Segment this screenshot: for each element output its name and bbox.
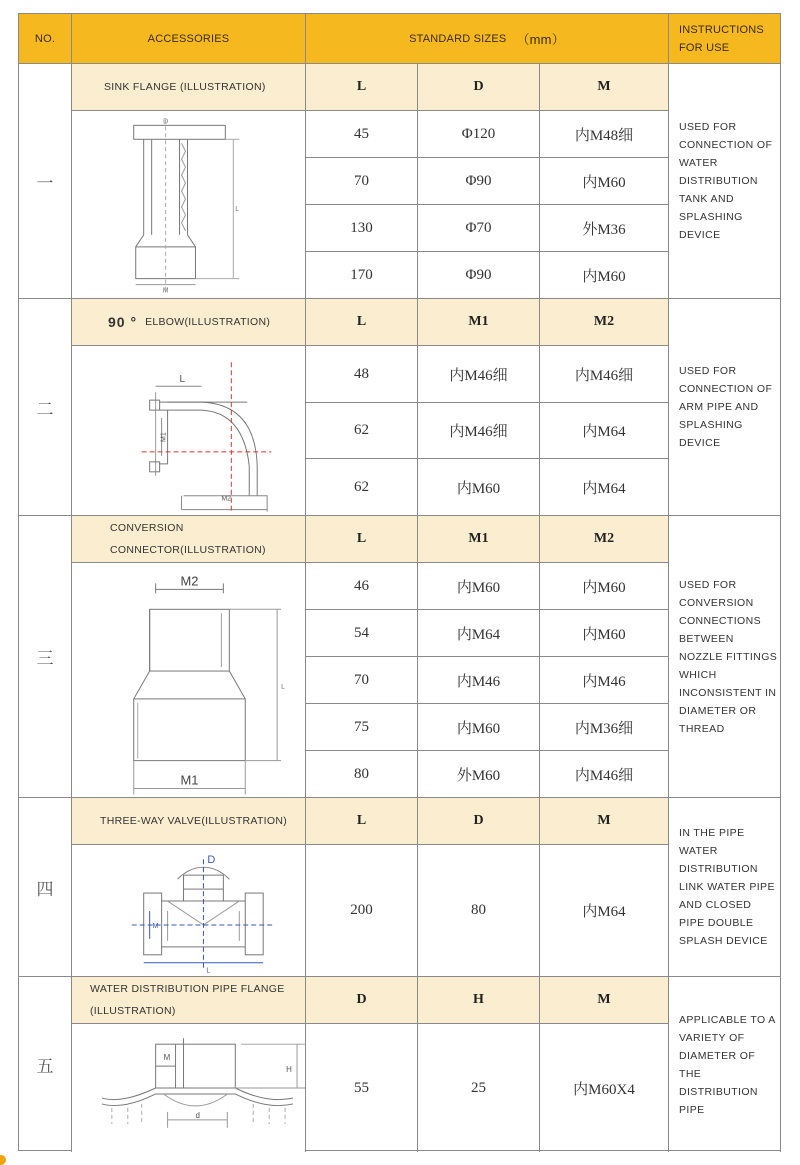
section-1-row-3-m: 外M36 [540,205,669,252]
sink-flange-drawing [72,111,305,299]
sink-label-m: M [162,287,169,295]
section-5-row-1-h: 25 [418,1024,540,1152]
section-1-row-4-m: 内M60 [540,252,669,299]
section-2-row-2-m2: 内M64 [540,403,669,459]
section-3-col-m2: M2 [540,516,669,563]
section-3-row-3-m1: 内M46 [418,657,540,704]
section-4-number: 四 [19,798,72,977]
section-3-number: 三 [19,516,72,798]
section-1-row-1-m: 内M48细 [540,111,669,158]
header-sizes-unit: （mm） [516,32,565,47]
decorative-dot [0,1155,6,1165]
connector-label-l: L [281,683,285,691]
section-2-row-1-m2: 内M46细 [540,346,669,403]
section-4-row-1-m: 内M64 [540,845,669,977]
section-1-col-d: D [418,64,540,111]
section-2-title [72,299,306,346]
section-3-col-m1: M1 [418,516,540,563]
section-2-title-angle: 90 ° [108,314,138,330]
elbow-label-m2: M2 [221,495,232,503]
elbow-label-m1: M1 [160,431,168,442]
section-3-row-5-m2: 内M46细 [540,751,669,798]
section-1-row-4-d: Φ90 [418,252,540,299]
section-1-row-3-d: Φ70 [418,205,540,252]
conversion-connector-drawing [72,563,305,798]
section-1-row-1-l: 45 [306,111,418,158]
spec-table [18,13,781,1151]
section-3-row-2-m1: 内M64 [418,610,540,657]
section-1-row-2-l: 70 [306,158,418,205]
section-3-row-1-l: 46 [306,563,418,610]
flange-label-m: M [163,1053,171,1063]
header-accessories [72,14,306,64]
valve-label-d: D [207,853,216,866]
section-3-row-4-m1: 内M60 [418,704,540,751]
section-1-number: 一 [19,64,72,299]
section-1-title: SINK FLANGE (ILLUSTRATION) [72,64,306,111]
header-instructions-label: INSTRUCTIONS FOR USE [679,23,764,54]
header-standard-sizes [306,14,669,64]
section-2-number: 二 [19,299,72,516]
section-3-title: CONVERSION CONNECTOR(ILLUSTRATION) [72,516,306,563]
elbow-label-l: L [179,373,186,385]
section-3-col-l: L [306,516,418,563]
section-1-instructions: USED FOR CONNECTION OF WATER DISTRIBUTION TANK AND SPLASHING DEVICE [669,64,781,299]
section-4-col-m: M [540,798,669,845]
section-5-number: 五 [19,977,72,1152]
section-3-row-2-l: 54 [306,610,418,657]
section-3-row-5-m1: 外M60 [418,751,540,798]
header-no: NO. [19,14,72,64]
section-2-row-1-m1: 内M46细 [418,346,540,403]
header-instructions [669,14,781,64]
section-5-title: WATER DISTRIBUTION PIPE FLANGE (ILLUSTRATION) [72,977,306,1024]
flange-label-d: d [195,1110,200,1120]
section-2-row-3-m1: 内M60 [418,459,540,516]
section-3-instructions: USED FOR CONVERSION CONNECTIONS BETWEEN NOZZLE FITTINGS WHICH INCONSISTENT IN DIAMETER OR THREAD [669,516,781,798]
section-2-row-3-m2: 内M64 [540,459,669,516]
section-2-title-text: ELBOW(ILLUSTRATION) [145,316,271,328]
section-2-row-1-l: 48 [306,346,418,403]
section-5-col-d: D [306,977,418,1024]
section-3-row-4-l: 75 [306,704,418,751]
three-way-valve-drawing [72,845,305,977]
section-4-row-1-l: 200 [306,845,418,977]
section-5-row-1-m: 内M60X4 [540,1024,669,1152]
section-3-illustration [72,563,306,798]
pipe-flange-drawing [72,1024,305,1152]
section-5-illustration [72,1024,306,1152]
section-3-row-4-m2: 内M36细 [540,704,669,751]
section-1-row-4-l: 170 [306,252,418,299]
section-4-col-l: L [306,798,418,845]
section-2-row-2-m1: 内M46细 [418,403,540,459]
section-2-col-m1: M1 [418,299,540,346]
sink-label-l: L [235,205,240,213]
connector-label-m1: M1 [180,772,199,788]
section-5-col-m: M [540,977,669,1024]
section-2-instructions: USED FOR CONNECTION OF ARM PIPE AND SPLASHING DEVICE [669,299,781,516]
header-sizes-label: STANDARD SIZES [409,32,507,45]
section-4-row-1-d: 80 [418,845,540,977]
section-5-row-1-d: 55 [306,1024,418,1152]
section-4-instructions: IN THE PIPE WATER DISTRIBUTION LINK WATER PIPE AND CLOSED PIPE DOUBLE SPLASH DEVICE [669,798,781,977]
section-2-row-2-l: 62 [306,403,418,459]
valve-label-l: L [206,967,211,975]
valve-label-m: M [152,922,159,930]
section-3-row-1-m2: 内M60 [540,563,669,610]
section-3-row-1-m1: 内M60 [418,563,540,610]
section-1-row-2-d: Φ90 [418,158,540,205]
section-3-row-3-m2: 内M46 [540,657,669,704]
section-2-col-l: L [306,299,418,346]
section-5-col-h: H [418,977,540,1024]
section-1-col-m: M [540,64,669,111]
section-2-col-m2: M2 [540,299,669,346]
section-1-illustration [72,111,306,299]
section-2-row-3-l: 62 [306,459,418,516]
section-1-col-l: L [306,64,418,111]
sink-label-d: D [163,117,169,125]
section-4-illustration [72,845,306,977]
section-3-row-5-l: 80 [306,751,418,798]
section-1-row-2-m: 内M60 [540,158,669,205]
section-2-illustration [72,346,306,516]
section-1-row-3-l: 130 [306,205,418,252]
section-1-row-1-d: Φ120 [418,111,540,158]
section-3-row-3-l: 70 [306,657,418,704]
section-4-col-d: D [418,798,540,845]
connector-label-m2: M2 [180,572,199,588]
section-5-instructions: APPLICABLE TO A VARIETY OF DIAMETER OF THE DISTRIBUTION PIPE [669,977,781,1152]
elbow-drawing [72,346,305,516]
header-accessories-label: ACCESSORIES [147,32,230,45]
flange-label-h: H [286,1065,292,1075]
section-4-title: THREE-WAY VALVE(ILLUSTRATION) [72,798,306,845]
section-3-row-2-m2: 内M60 [540,610,669,657]
